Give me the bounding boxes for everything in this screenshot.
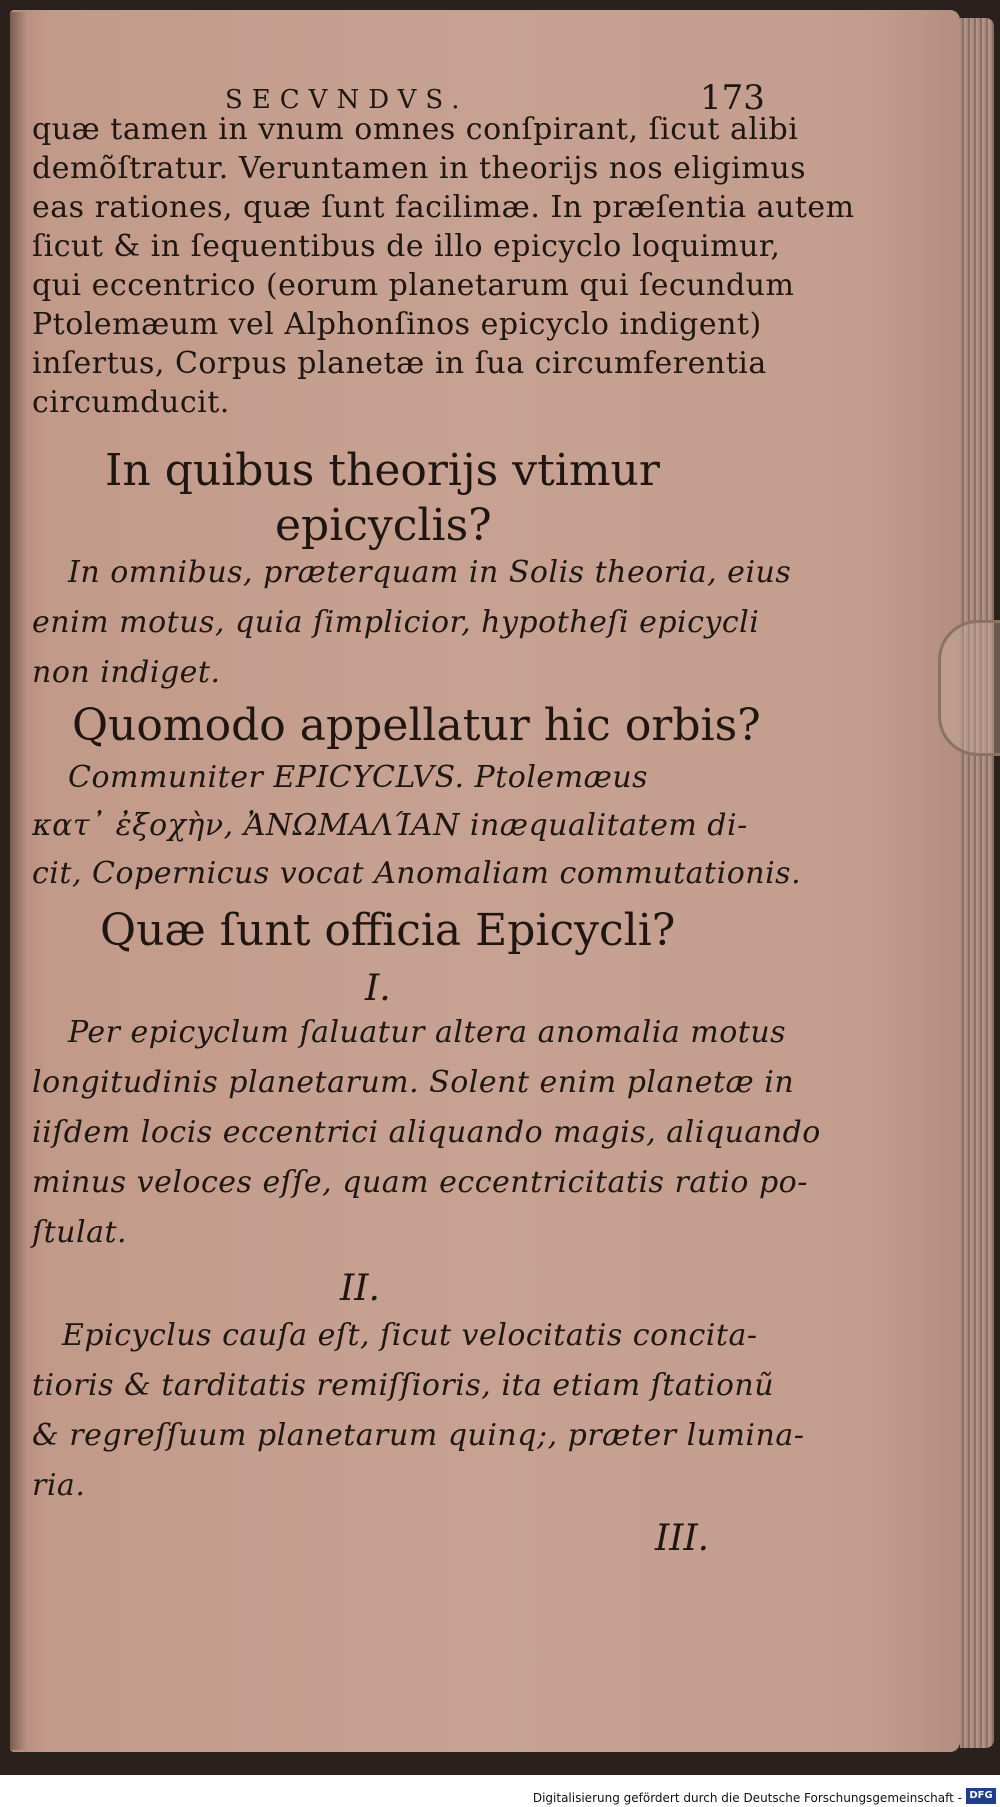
body-line: demõſtratur. Veruntamen in theorijs nos eligimus bbox=[32, 151, 807, 186]
answer-line: cit, Copernicus vocat Anomaliam commutationis. bbox=[32, 856, 802, 891]
funding-credit: Digitalisierung gefördert durch die Deutsche Forschungsgemeinschaft - bbox=[532, 1791, 962, 1805]
answer-line: Communiter EPICYCLVS. Ptolemæus bbox=[68, 760, 649, 795]
page-number: 173 bbox=[700, 78, 765, 118]
body-line: eas rationes, quæ ſunt facilimæ. In præſentia autem bbox=[32, 190, 855, 225]
paragraph-line: iiſdem locis eccentrici aliquando magis, aliquando bbox=[32, 1115, 821, 1150]
paragraph-line: Epicyclus cauſa eſt, ſicut velocitatis concita- bbox=[62, 1318, 758, 1353]
answer-line: In omnibus, præterquam in Solis theoria, eius bbox=[68, 555, 792, 590]
catchword: III. bbox=[655, 1518, 710, 1559]
answer-line: κατ᾽ ἐξοχὴν, ἈΝΩΜΑΛΊΑΝ inæqualitatem di- bbox=[32, 808, 748, 843]
paragraph-line: minus veloces eſſe, quam eccentricitatis ratio po- bbox=[32, 1165, 808, 1200]
paragraph-line: Per epicyclum ſaluatur altera anomalia motus bbox=[68, 1015, 787, 1050]
paragraph-line: ſtulat. bbox=[32, 1215, 128, 1250]
question-heading: In quibus theorijs vtimur bbox=[105, 445, 660, 496]
question-heading: Quomodo appellatur hic orbis? bbox=[72, 700, 761, 751]
body-line: quæ tamen in vnum omnes conſpirant, ſicut alibi bbox=[32, 112, 799, 147]
body-line: ſicut & in ſequentibus de illo epicyclo loquimur, bbox=[32, 229, 781, 264]
body-line: Ptolemæum vel Alphonſinos epicyclo indigent) bbox=[32, 307, 762, 342]
question-heading: epicyclis? bbox=[275, 500, 492, 551]
book-clasp bbox=[938, 620, 1000, 756]
section-numeral: II. bbox=[340, 1268, 380, 1309]
running-head: SECVNDVS. bbox=[225, 85, 469, 115]
dfg-logo: DFG bbox=[966, 1788, 996, 1804]
paragraph-line: ria. bbox=[32, 1468, 86, 1503]
answer-line: non indiget. bbox=[32, 655, 221, 690]
page-edges bbox=[960, 18, 994, 1748]
section-numeral: I. bbox=[365, 968, 391, 1009]
question-heading: Quæ ſunt officia Epicycli? bbox=[100, 905, 676, 956]
paragraph-line: longitudinis planetarum. Solent enim planetæ in bbox=[32, 1065, 795, 1100]
body-line: circumducit. bbox=[32, 385, 230, 420]
page-gutter bbox=[10, 12, 26, 1750]
answer-line: enim motus, quia ſimplicior, hypotheſi epicycli bbox=[32, 605, 760, 640]
paragraph-line: & regreſſuum planetarum quinq;, præter lumina- bbox=[32, 1418, 805, 1453]
paragraph-line: tioris & tarditatis remiſſioris, ita etiam ſtationũ bbox=[32, 1368, 775, 1403]
body-line: qui eccentrico (eorum planetarum qui ſecundum bbox=[32, 268, 795, 303]
body-line: inſertus, Corpus planetæ in ſua circumferentia bbox=[32, 346, 767, 381]
